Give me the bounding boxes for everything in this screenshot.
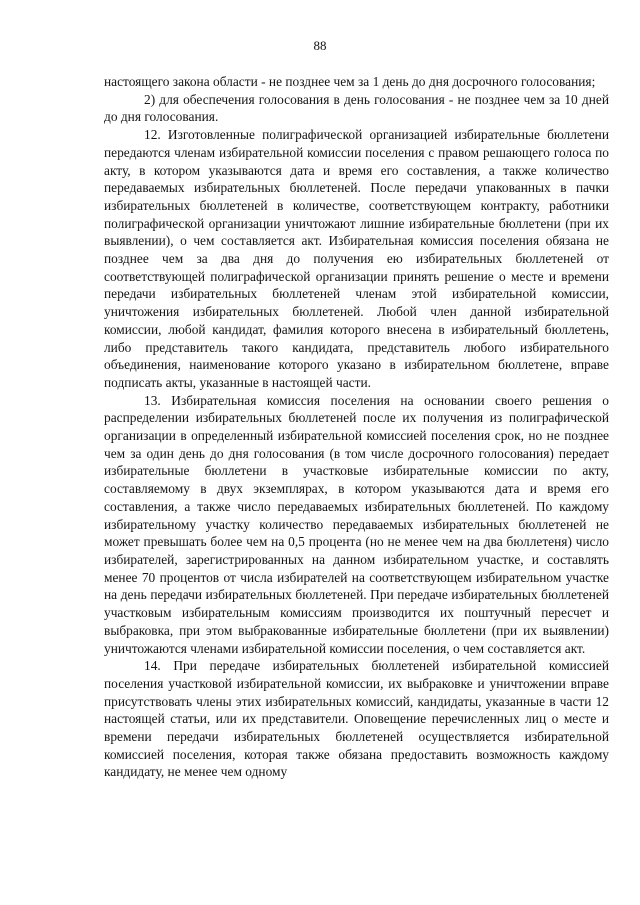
document-body <box>104 73 609 781</box>
paragraph-part-12: 12. Изготовленные полиграфической организацией избирательные бюллетени передаются членам избирательной комиссии поселения с правом решающего голоса по акту, в котором указываются дата и время его составления, а также количество передаваемых избирательных бюллетеней. После передачи упакованных в пачки избирательных бюллетеней в количестве, соответствующем контракту, работники полиграфической организации уничтожают лишние избирательные бюллетени (при их выявлении), о чем составляется акт. Избирательная комиссия поселения обязана не позднее чем за два дня до получения ею избирательных бюллетеней от соответствующей полиграфической организации принять решение о месте и времени передачи избирательных бюллетеней членам этой избирательной комиссии, уничтожения избирательных бюллетеней. Любой член данной избирательной комиссии, любой кандидат, фамилия которого внесена в избирательный бюллетень, либо представитель такого кандидата, представитель любого избирательного объединения, наименование которого указано в избирательном бюллетене, вправе подписать акты, указанные в настоящей части. <box>104 127 609 390</box>
page-number: 88 <box>313 38 327 53</box>
paragraph-part-14: 14. При передаче избирательных бюллетеней избирательной комиссией поселения участковой избирательной комиссии, их выбраковке и уничтожении вправе присутствовать члены этих избирательных комиссий, кандидаты, указанные в части 12 настоящей статьи, или их представители. Оповещение перечисленных лиц о месте и времени передачи избирательных бюллетеней осуществляется избирательной комиссией поселения, которая также обязана предоставить возможность каждому кандидату, не менее чем одному <box>104 658 609 780</box>
paragraph-continuation: настоящего закона области - не позднее чем за 1 день до дня досрочного голосования; <box>104 74 596 89</box>
paragraph-part-13: 13. Избирательная комиссия поселения на основании своего решения о распределении избирательных бюллетеней после их получения из полиграфической организации в определенный избирательной комиссией поселения срок, но не позднее чем за один день до дня голосования (в том числе досрочного голосования) передает избирательные бюллетени в участковые избирательные комиссии по акту, составляемому в двух экземплярах, в котором указываются дата и время его составления, а также число передаваемых избирательных бюллетеней. По каждому избирательному участку количество передаваемых избирательных бюллетеней не может превышать более чем на 0,5 процента (но не менее чем на два бюллетеня) число избирателей, зарегистрированных на данном избирательном участке, и составлять менее 70 процентов от числа избирателей на соответствующем избирательном участке на день передачи избирательных бюллетеней. При передаче избирательных бюллетеней участковым избирательным комиссиям производится их поштучный пересчет и выбраковка, при этом выбракованные избирательные бюллетени (при их выявлении) уничтожаются членами избирательной комиссии поселения, о чем составляется акт. <box>104 392 609 656</box>
paragraph-item-2: 2) для обеспечения голосования в день голосования - не позднее чем за 10 дней до дня голосования. <box>104 91 609 125</box>
